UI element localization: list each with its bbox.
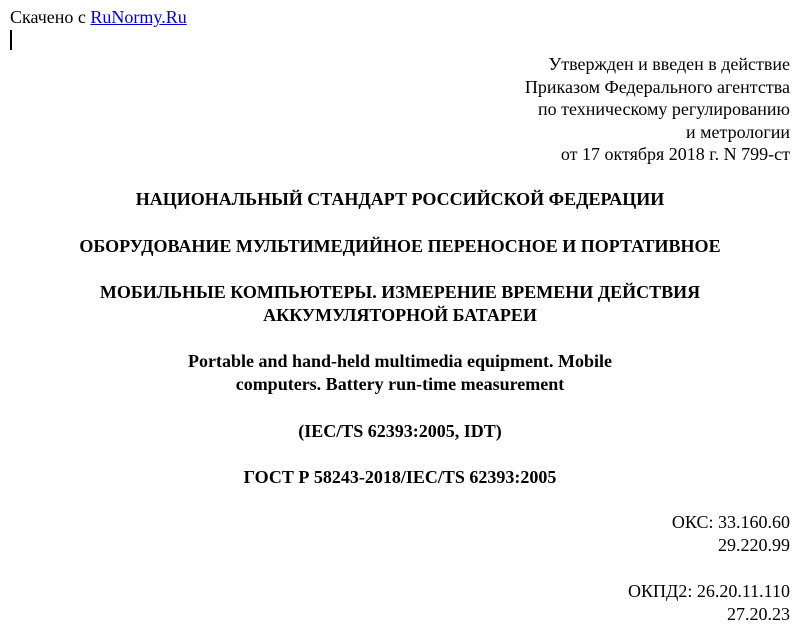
okpd-code-line: 27.20.23 — [727, 604, 790, 624]
document-title-line: МОБИЛЬНЫЕ КОМПЬЮТЕРЫ. ИЗМЕРЕНИЕ ВРЕМЕНИ ДЕЙСТВИЯ — [99, 282, 701, 302]
okpd-codes — [628, 580, 790, 626]
approval-line: от 17 октября 2018 г. N 799-ст — [560, 144, 790, 164]
text-cursor — [10, 30, 12, 50]
oks-code-line: ОКС: 33.160.60 — [671, 512, 790, 532]
document-title-line: АККУМУЛЯТОРНОЙ БАТАРЕИ — [263, 305, 537, 325]
national-standard-heading: НАЦИОНАЛЬНЫЙ СТАНДАРТ РОССИЙСКОЙ ФЕДЕРАЦИИ — [135, 189, 665, 209]
approval-block — [525, 53, 790, 166]
oks-code-line: 29.220.99 — [718, 535, 790, 555]
approval-line: и метрологии — [686, 121, 790, 142]
source-prefix: Скачено с — [10, 7, 91, 27]
okpd-code-line: ОКПД2: 26.20.11.110 — [628, 581, 790, 601]
approval-line: Утвержден и введен в действие — [548, 54, 790, 74]
document-title — [0, 281, 800, 327]
gost-number: ГОСТ Р 58243-2018/IEC/TS 62393:2005 — [243, 467, 557, 487]
iec-reference: (IEC/TS 62393:2005, IDT) — [298, 421, 502, 441]
english-title — [0, 350, 800, 396]
oks-codes — [672, 511, 790, 557]
equipment-heading: ОБОРУДОВАНИЕ МУЛЬТИМЕДИЙНОЕ ПЕРЕНОСНОЕ И ПОРТАТИВНОЕ — [79, 236, 721, 256]
approval-line: по техническому регулированию — [537, 99, 790, 119]
english-title-line: computers. Battery run-time measurement — [235, 374, 565, 394]
source-link[interactable]: RuNormy.Ru — [90, 7, 187, 27]
english-title-line: Portable and hand-held multimedia equipment. Mobile — [187, 351, 613, 371]
source-line — [10, 6, 187, 28]
approval-line: Приказом Федерального агентства — [524, 76, 790, 97]
